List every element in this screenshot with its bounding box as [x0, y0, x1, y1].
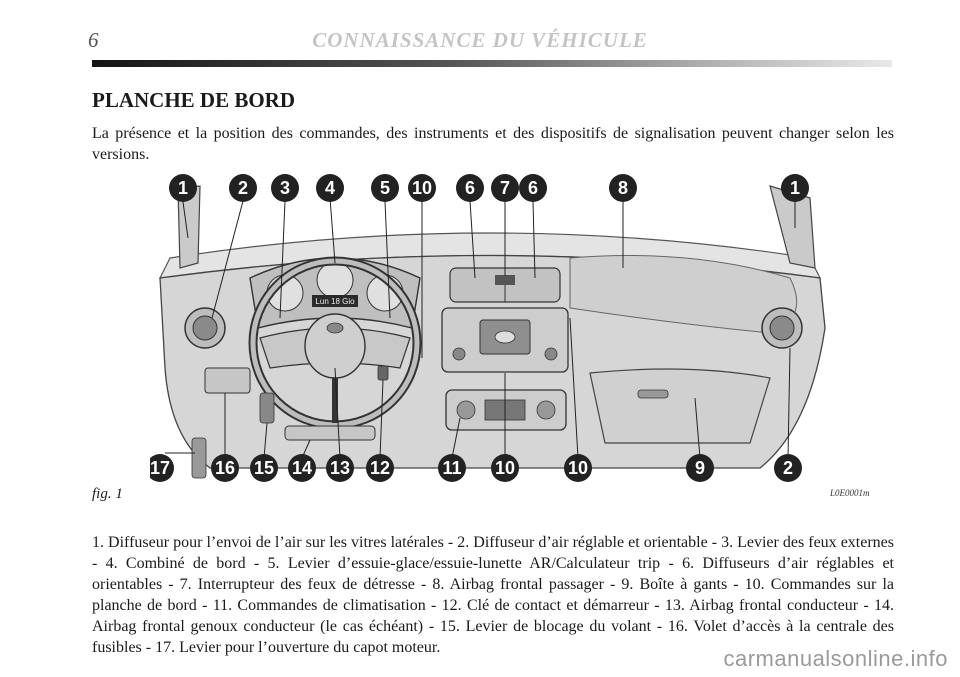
knee-airbag-panel: [285, 426, 375, 440]
callout-top-10: [609, 174, 637, 202]
callout-bottom-6-label: 12: [369, 458, 391, 478]
callout-bottom-6: [366, 454, 394, 482]
callout-bottom-2: [211, 454, 239, 482]
dashboard-figure: [150, 168, 830, 488]
watermark: carmanualsonline.info: [723, 646, 948, 671]
radio-logo: [495, 331, 515, 343]
header-rule: [92, 60, 892, 67]
cluster-display-text: Lun 18 Gio: [315, 297, 355, 306]
steering-wheel-logo: [327, 323, 343, 333]
callout-top-3: [271, 174, 299, 202]
fuse-box-door: [205, 368, 250, 393]
ignition-switch: [378, 366, 388, 380]
callout-top-2-label: 2: [237, 178, 249, 198]
center-gauge: [317, 262, 353, 298]
bonnet-release-lever: [192, 438, 206, 478]
steering-lock-lever: [260, 393, 274, 423]
climate-right-knob: [537, 401, 555, 419]
page-number: 6: [88, 28, 99, 52]
right-round-vent-core: [770, 316, 794, 340]
callout-top-6-label: 10: [411, 178, 433, 198]
callout-top-4: [316, 174, 344, 202]
callout-top-8: [491, 174, 519, 202]
callout-top-8-label: 7: [499, 178, 511, 198]
section-title: PLANCHE DE BORD: [92, 88, 296, 112]
callout-bottom-11: [774, 454, 802, 482]
glove-box: [590, 369, 770, 443]
callout-top-11: [781, 174, 809, 202]
callout-bottom-8-label: 10: [494, 458, 516, 478]
callout-top-5-label: 5: [379, 178, 391, 198]
callout-top-5: [371, 174, 399, 202]
left-round-vent-core: [193, 316, 217, 340]
figure-caption: fig. 1: [92, 486, 123, 502]
callout-top-9-label: 6: [527, 178, 539, 198]
callout-bottom-11-label: 2: [782, 458, 794, 478]
callout-bottom-5: [326, 454, 354, 482]
running-title: CONNAISSANCE DU VÉHICULE: [312, 28, 648, 52]
callout-top-4-label: 4: [324, 178, 336, 198]
callout-bottom-7-label: 11: [442, 458, 462, 478]
radio-right-knob: [545, 348, 557, 360]
callout-bottom-2-label: 16: [214, 458, 236, 478]
callout-bottom-5-label: 13: [329, 458, 351, 478]
intro-paragraph: La présence et la position des commandes, des instruments et des dispositifs de signalisation peuvent changer selon les versions.: [92, 125, 894, 163]
callout-top-1-label: 1: [177, 178, 189, 198]
callout-bottom-10-label: 9: [694, 458, 706, 478]
callout-bottom-8: [491, 454, 519, 482]
figure-code: L0E0001m: [830, 488, 870, 498]
callout-bottom-4-label: 14: [291, 458, 313, 478]
callout-bottom-3-label: 15: [253, 458, 275, 478]
callout-bottom-4: [288, 454, 316, 482]
callout-top-11-label: 1: [789, 178, 801, 198]
callout-top-7-label: 6: [464, 178, 476, 198]
callout-top-10-label: 8: [617, 178, 629, 198]
dashboard-illustration: [150, 168, 830, 488]
callout-top-3-label: 3: [279, 178, 291, 198]
glove-box-handle: [638, 390, 668, 398]
callout-bottom-9: [564, 454, 592, 482]
callout-bottom-1-label: 17: [150, 458, 171, 478]
callout-bottom-10: [686, 454, 714, 482]
callout-bottom-9-label: 10: [567, 458, 589, 478]
hazard-switch-housing: [495, 275, 515, 285]
callout-top-7: [456, 174, 484, 202]
callout-bottom-3: [250, 454, 278, 482]
callout-top-6: [408, 174, 436, 202]
callout-top-2: [229, 174, 257, 202]
callout-bottom-1: [150, 454, 174, 482]
legend-paragraph: 1. Diffuseur pour l’envoi de l’air sur les vitres latérales - 2. Diffuseur d’air réglable et orientable - 3. Levier des feux externes - 4. Combiné de bord - 5. Levier d’essuie-glace/essuie-lunette AR/Calculateur trip - 6. Diffuseurs d’air réglables et orientables - 7. Interrupteur des feux de détresse - 8. Airbag frontal passager - 9. Boîte à gants - 10. Commandes sur la planche de bord - 11. Commandes de climatisation - 12. Clé de contact et démarreur - 13. Airbag frontal conducteur - 14. Airbag frontal genoux conducteur (le cas échéant) - 15. Levier de blocage du volant - 16. Volet d’accès à la centrale des fusibles - 17. Levier pour l’ouverture du capot moteur.: [92, 534, 894, 656]
radio-left-knob: [453, 348, 465, 360]
climate-left-knob: [457, 401, 475, 419]
callout-top-9: [519, 174, 547, 202]
callout-bottom-7: [438, 454, 466, 482]
callout-top-1: [169, 174, 197, 202]
